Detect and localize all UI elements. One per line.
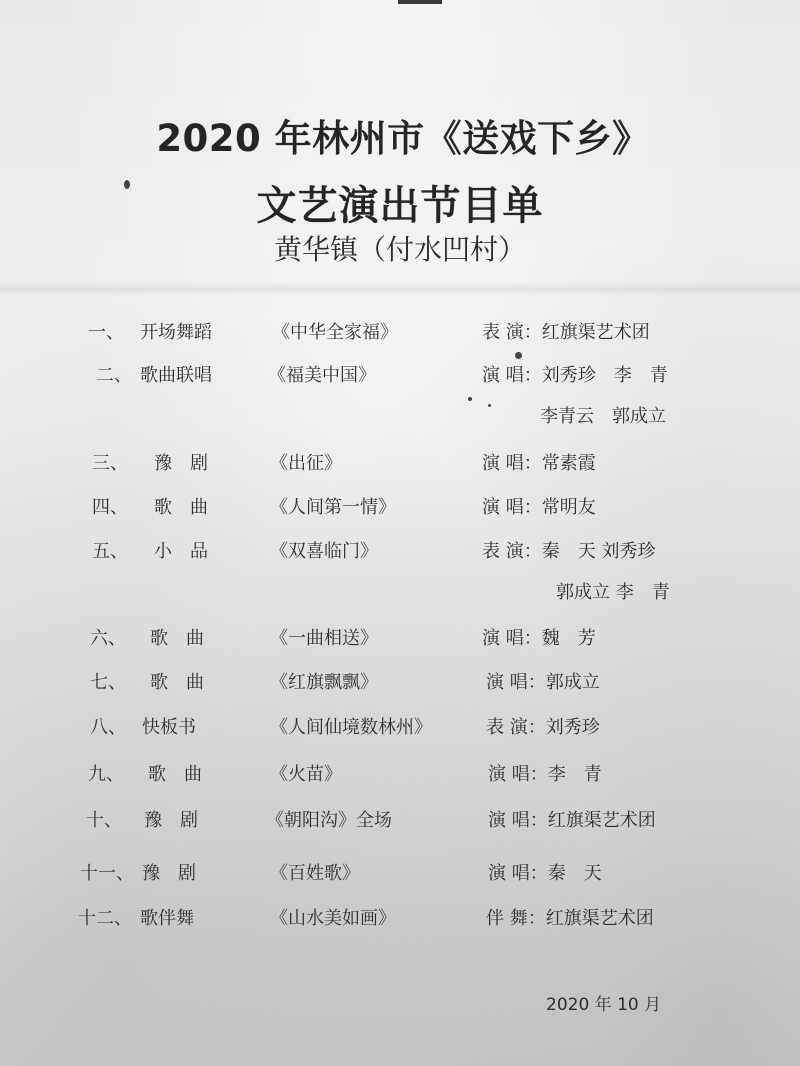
item-performers: 演 唱：常明友 [482,497,596,518]
item-type: 开场舞蹈 [140,322,212,343]
item-work: 《火苗》 [270,764,342,785]
item-work: 《出征》 [270,453,342,474]
item-performers: 演 唱：常素霞 [482,453,596,474]
program-row [0,449,800,489]
top-mark [398,0,442,4]
item-number: 十一、 [80,863,134,884]
issue-date: 2020 年 10 月 [546,995,662,1015]
item-number: 六、 [90,628,126,649]
program-row [0,760,800,800]
item-number: 十、 [86,810,122,831]
title-line-2: 文艺演出节目单 [256,183,544,229]
item-type: 快板书 [142,717,196,738]
item-performers: 表 演：红旗渠艺术团 [482,322,650,343]
item-work: 《一曲相送》 [270,628,378,649]
program-row [0,668,800,708]
item-performers: 演 唱：刘秀珍 李 青 [482,365,668,386]
performers-continued: 郭成立 李 青 [556,582,670,603]
title-line-1: 2020 年林州市《送戏下乡》 [156,117,650,160]
program-row [0,318,800,358]
item-performers: 演 唱：郭成立 [486,672,600,693]
item-type: 歌 曲 [150,672,204,693]
item-work: 《中华全家福》 [272,322,398,343]
item-work: 《山水美如画》 [270,908,396,929]
item-type: 豫 剧 [142,863,196,884]
item-work: 《福美中国》 [268,365,376,386]
item-number: 二、 [96,365,132,386]
program-row [0,624,800,664]
item-performers: 伴 舞：红旗渠艺术团 [486,908,654,929]
item-performers: 演 唱：李 青 [488,764,602,785]
program-row [0,493,800,533]
item-number: 四、 [92,497,128,518]
item-type: 歌 曲 [148,764,202,785]
item-type: 豫 剧 [154,453,208,474]
item-work: 《人间仙境数林州》 [270,717,432,738]
ink-speck [488,404,491,407]
item-number: 九、 [88,764,124,785]
item-work: 《人间第一情》 [270,497,396,518]
item-work: 《双喜临门》 [270,541,378,562]
item-performers: 表 演：刘秀珍 [486,717,600,738]
item-work: 《朝阳沟》全场 [266,810,392,831]
paper-fold [0,282,800,296]
item-number: 七、 [90,672,126,693]
item-performers: 表 演：秦 天 刘秀珍 [482,541,656,562]
item-number: 十二、 [78,908,132,929]
item-work: 《红旗飘飘》 [270,672,378,693]
item-number: 五、 [92,541,128,562]
item-performers: 演 唱：红旗渠艺术团 [488,810,656,831]
subtitle: 黄华镇（付水凹村） [273,233,526,266]
item-type: 歌曲联唱 [140,365,212,386]
performers-continued: 李青云 郭成立 [540,406,666,427]
item-number: 八、 [90,717,126,738]
item-type: 豫 剧 [144,810,198,831]
program-row [0,713,800,753]
item-type: 歌 曲 [154,497,208,518]
item-performers: 演 唱：秦 天 [488,863,602,884]
item-type: 歌 曲 [150,628,204,649]
item-work: 《百姓歌》 [270,863,360,884]
item-type: 歌伴舞 [140,908,194,929]
item-number: 三、 [92,453,128,474]
program-row [0,904,800,944]
program-row [0,859,800,899]
item-number: 一、 [88,322,124,343]
item-performers: 演 唱：魏 芳 [482,628,596,649]
program-row [0,806,800,846]
program-row [0,537,800,577]
item-type: 小 品 [154,541,208,562]
program-row [0,361,800,401]
